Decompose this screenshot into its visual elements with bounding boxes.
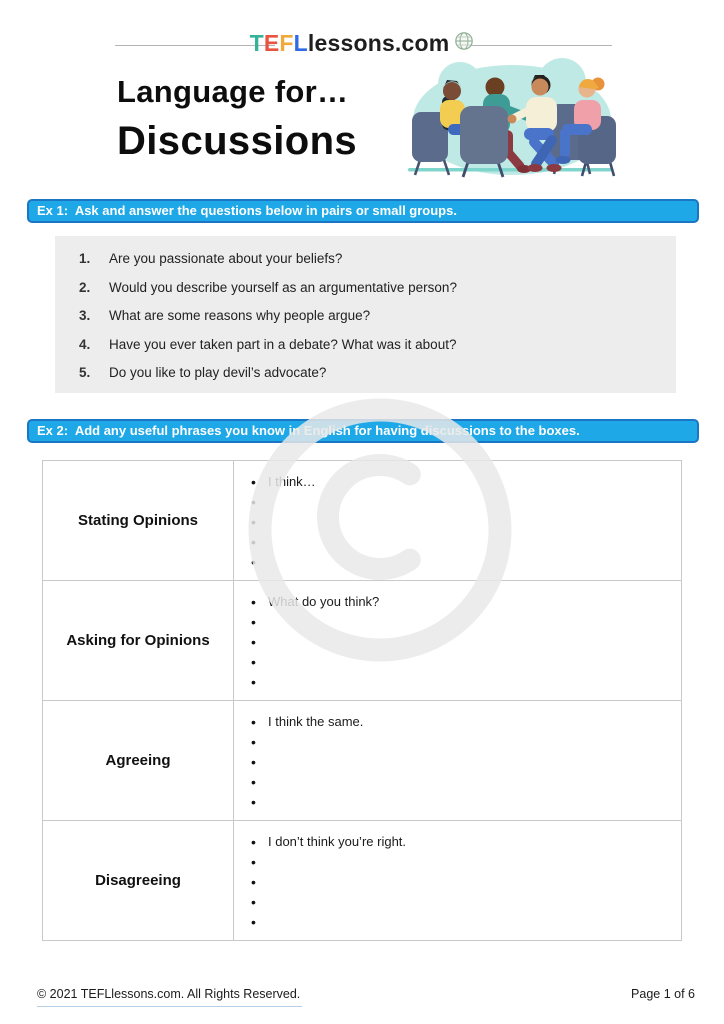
bullet-icon: •: [251, 874, 256, 890]
phrase-line: [251, 532, 675, 552]
bullet-icon: •: [251, 774, 256, 790]
bullet-icon: •: [251, 494, 256, 510]
question-number: 1.: [79, 251, 91, 266]
logo-letter-e: E: [263, 30, 280, 56]
phrase-line: [251, 512, 675, 532]
question-text: Have you ever taken part in a debate? What was it about?: [109, 336, 457, 352]
question-item: [79, 365, 676, 380]
logo-letter-t: T: [249, 30, 264, 56]
bullet-icon: •: [251, 754, 256, 770]
question-text: Are you passionate about your beliefs?: [109, 251, 343, 266]
table-row-asking-for-opinions: [43, 581, 681, 701]
phrases-cell: [234, 461, 681, 580]
phrase-line: [251, 892, 675, 912]
bullet-icon: •: [251, 614, 256, 630]
title-line-2: Discussions: [117, 119, 358, 163]
phrase-text: What do you think?: [268, 594, 380, 609]
question-item: [79, 280, 676, 295]
question-item: [79, 337, 676, 352]
bullet-icon: •: [251, 794, 256, 810]
phrase-line: [251, 832, 675, 852]
question-text: Do you like to play devil’s advocate?: [109, 365, 327, 380]
table-row-stating-opinions: [43, 461, 681, 581]
phrase-line: [251, 872, 675, 892]
question-number: 3.: [79, 308, 91, 323]
logo-letter-f: F: [279, 30, 294, 56]
question-number: 5.: [79, 365, 91, 380]
phrase-line: [251, 672, 675, 692]
question-number: 4.: [79, 336, 91, 352]
row-label: Stating Opinions: [43, 461, 234, 580]
title-line-1: Language for…: [117, 74, 349, 109]
phrases-cell: [234, 701, 681, 820]
phrase-line: [251, 752, 675, 772]
phrase-text: I think…: [268, 474, 316, 489]
question-item: [79, 251, 676, 266]
phrase-line: [251, 712, 675, 732]
phrase-line: [251, 552, 675, 572]
row-label: Agreeing: [43, 701, 234, 820]
question-text: What are some reasons why people argue?: [109, 308, 371, 323]
bullet-icon: •: [251, 854, 256, 870]
phrase-text: I think the same.: [268, 714, 364, 729]
phrase-line: [251, 772, 675, 792]
bullet-icon: •: [251, 534, 256, 550]
site-logo-text: [250, 30, 450, 57]
question-item: [79, 308, 676, 323]
globe-icon: [454, 31, 474, 56]
phrase-line: [251, 592, 675, 612]
page-number: Page 1 of 6: [631, 987, 695, 1001]
bullet-icon: •: [251, 654, 256, 670]
row-label: Disagreeing: [43, 821, 234, 940]
phrase-text: I don’t think you’re right.: [268, 834, 407, 849]
phrase-line: [251, 792, 675, 812]
phrase-line: [251, 732, 675, 752]
question-text: Would you describe yourself as an argumentative person?: [109, 279, 457, 295]
bullet-icon: •: [251, 474, 256, 490]
bullet-icon: •: [251, 714, 256, 730]
phrases-table: [42, 460, 682, 941]
phrase-line: [251, 652, 675, 672]
page-title: [117, 74, 357, 164]
logo-domain: lessons.com: [307, 30, 450, 56]
phrase-line: [251, 612, 675, 632]
row-label: Asking for Opinions: [43, 581, 234, 700]
exercise2-banner: Ex 2: Add any useful phrases you know in English for having discussions to the boxes.: [27, 419, 699, 443]
questions-panel: [55, 236, 676, 393]
discussion-illustration: [402, 56, 620, 180]
exercise1-banner: Ex 1: Ask and answer the questions below in pairs or small groups.: [27, 199, 699, 223]
table-row-disagreeing: [43, 821, 681, 940]
bullet-icon: •: [251, 554, 256, 570]
phrase-line: [251, 472, 675, 492]
phrase-line: [251, 632, 675, 652]
phrase-line: [251, 912, 675, 932]
logo-letter-l: L: [293, 30, 308, 56]
bullet-icon: •: [251, 594, 256, 610]
phrase-line: [251, 852, 675, 872]
bullet-icon: •: [251, 514, 256, 530]
phrases-cell: [234, 581, 681, 700]
bullet-icon: •: [251, 914, 256, 930]
bullet-icon: •: [251, 834, 256, 850]
bullet-icon: •: [251, 674, 256, 690]
bullet-icon: •: [251, 894, 256, 910]
table-row-agreeing: [43, 701, 681, 821]
site-logo: [0, 30, 724, 57]
footer-underline: [37, 1006, 302, 1007]
question-number: 2.: [79, 279, 91, 295]
footer-copyright: © 2021 TEFLlessons.com. All Rights Reserved.: [37, 987, 301, 1001]
phrase-line: [251, 492, 675, 512]
phrases-cell: [234, 821, 681, 940]
bullet-icon: •: [251, 634, 256, 650]
bullet-icon: •: [251, 734, 256, 750]
